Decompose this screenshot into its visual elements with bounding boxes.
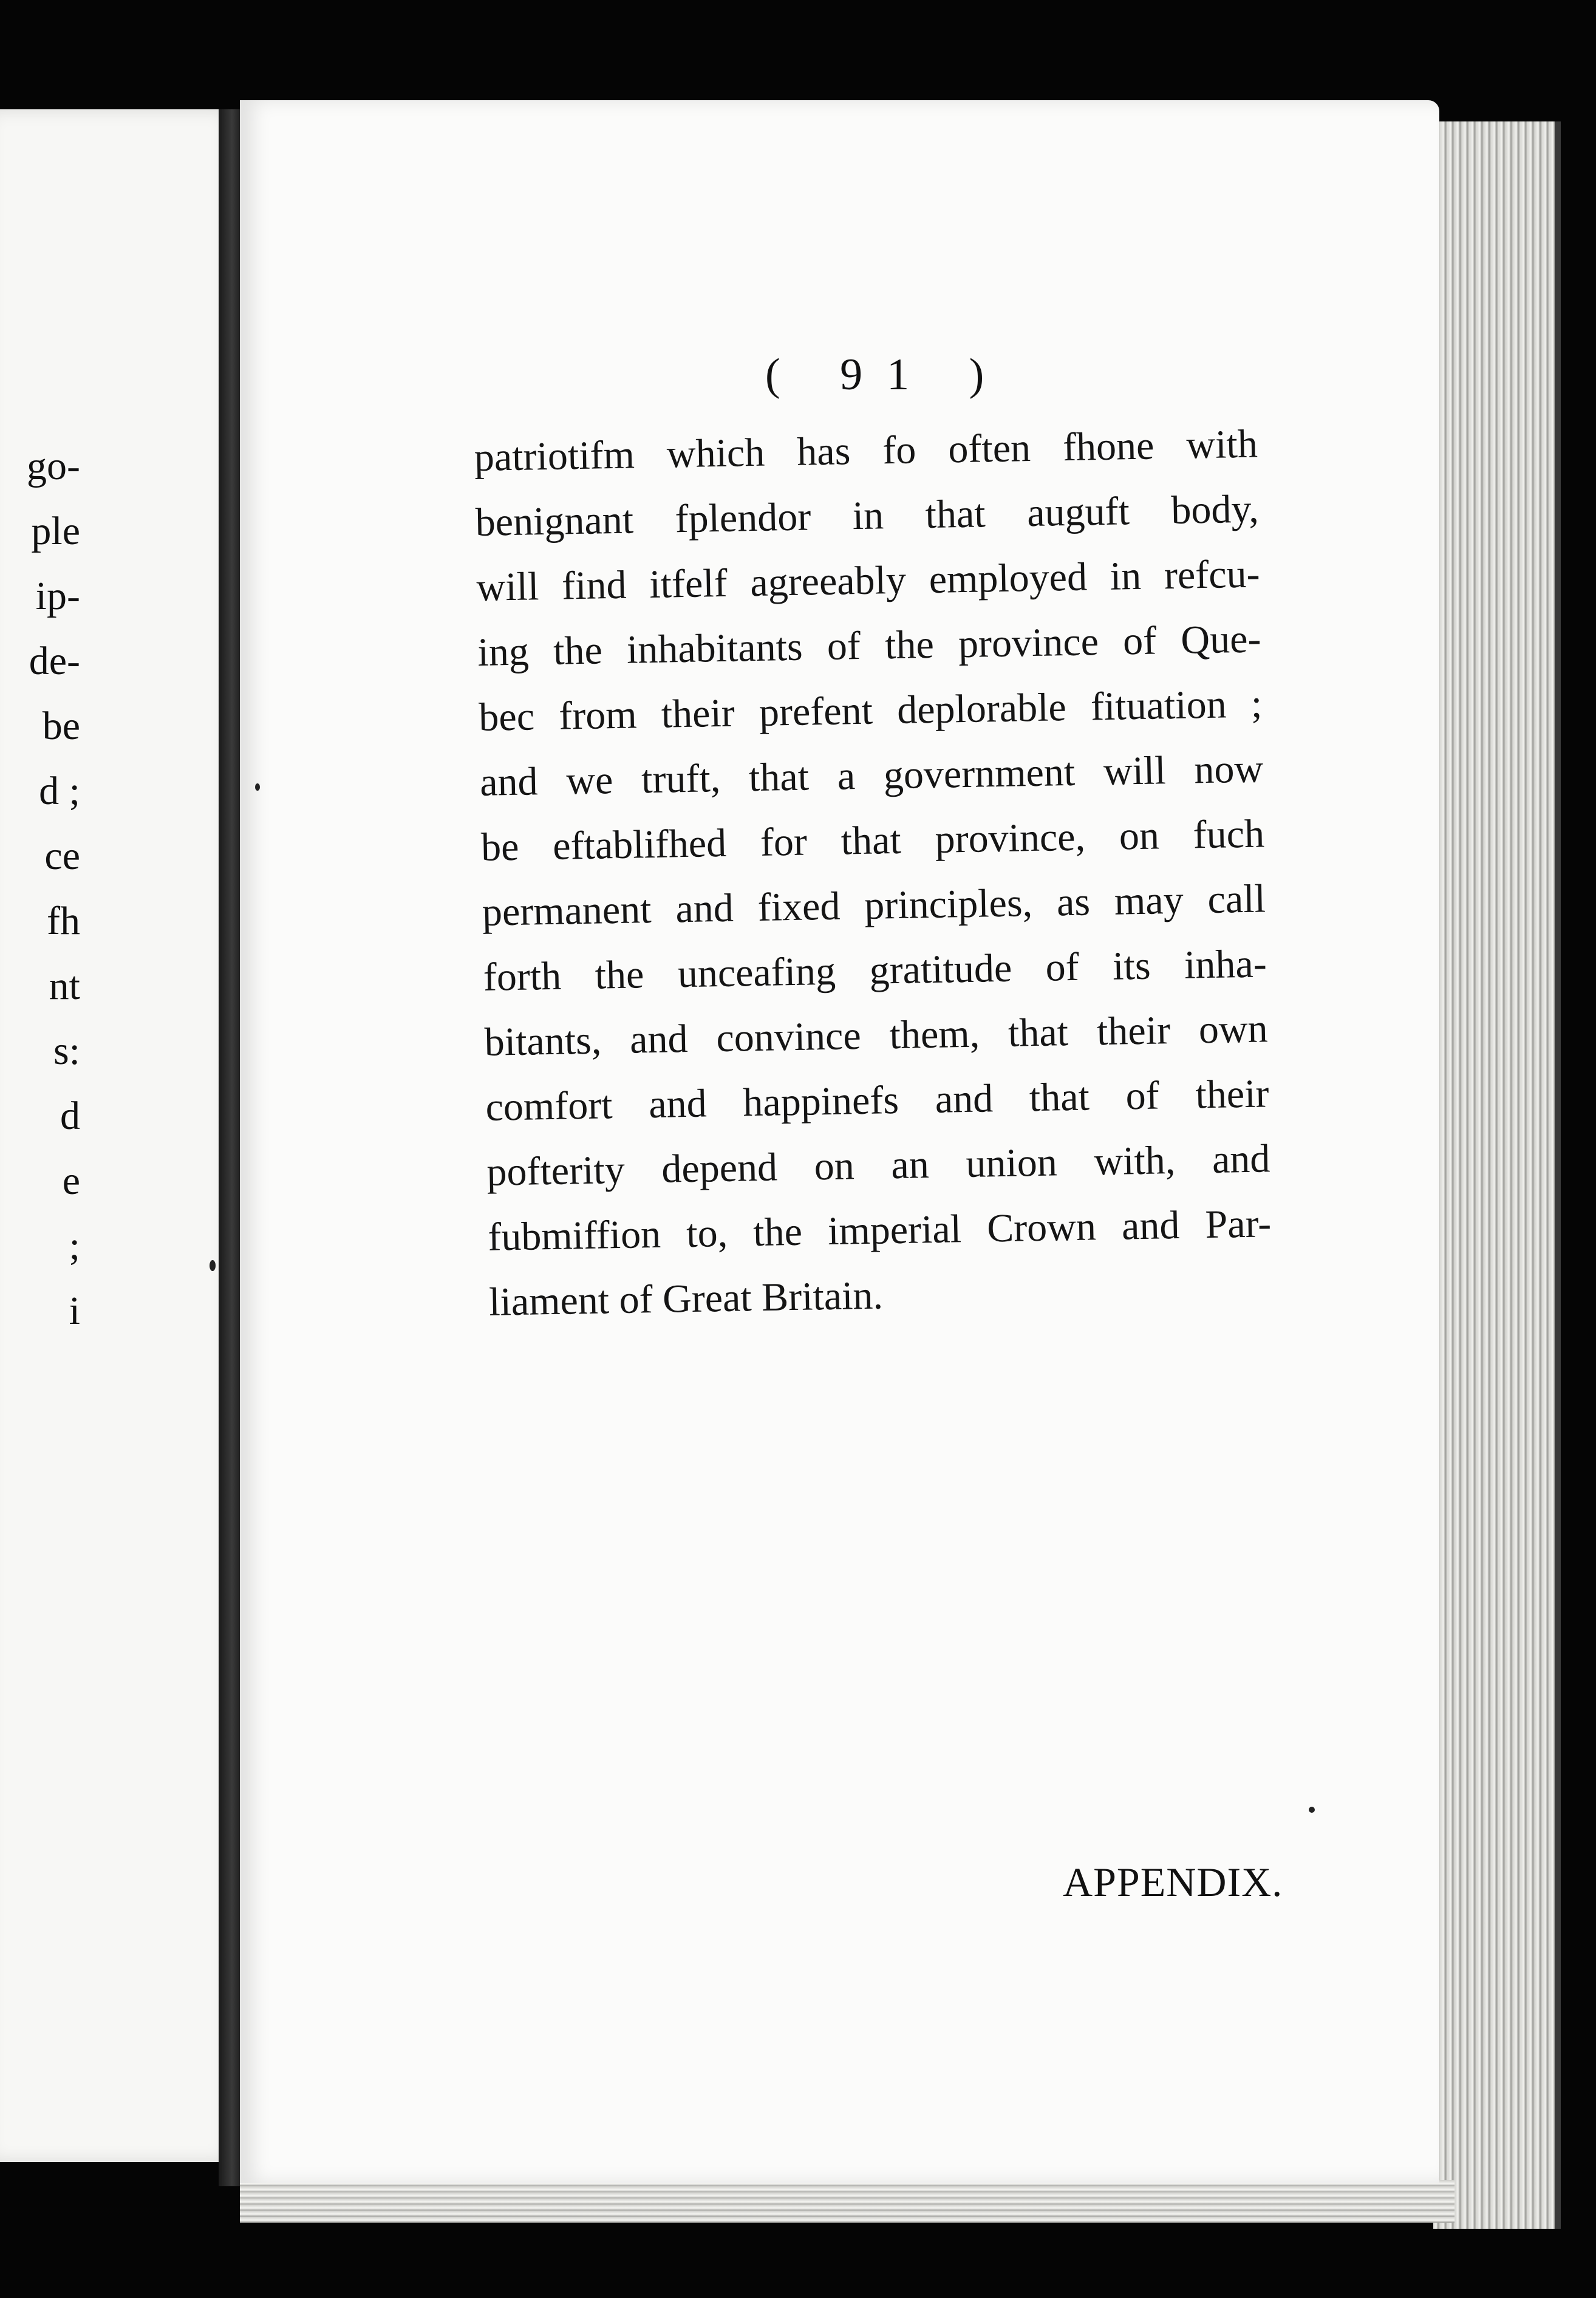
left-line-fragment: de-	[29, 639, 80, 683]
left-line-fragment: ce	[44, 834, 80, 878]
text-line: bec from their prefent deplorable fituation ;	[478, 681, 1263, 740]
left-line-fragment: i	[69, 1289, 80, 1333]
left-line-fragment: d	[60, 1094, 80, 1138]
left-line-fragment: s:	[53, 1029, 80, 1073]
text-line: liament of Great Britain.	[488, 1273, 884, 1325]
text-line: patriotifm which has fo often fhone with	[474, 421, 1258, 480]
catchword: APPENDIX.	[1063, 1859, 1283, 1905]
text-line: bitants, and convince them, that their own	[484, 1006, 1269, 1065]
ink-speck	[255, 783, 260, 791]
text-line: be eftablifhed for that province, on fuch	[480, 811, 1265, 870]
left-line-fragment: d ;	[39, 769, 80, 813]
body-text	[474, 411, 1273, 1334]
text-line: and we truft, that a government will now	[479, 746, 1264, 805]
left-line-fragment: ;	[69, 1224, 80, 1268]
left-line-fragment: nt	[49, 964, 80, 1008]
left-page	[0, 109, 244, 2162]
text-line: comfort and happinefs and that of their	[485, 1071, 1270, 1130]
text-line: fubmiffion to, the imperial Crown and Par-	[487, 1201, 1272, 1260]
ink-speck	[1309, 1807, 1315, 1813]
page-bottom-edge	[240, 2180, 1454, 2223]
text-line: forth the unceafing gratitude of its inha-	[483, 941, 1267, 1000]
text-line: permanent and fixed principles, as may call	[482, 876, 1266, 935]
left-line-fragment: ple	[31, 509, 80, 553]
left-line-fragment: ip-	[35, 574, 80, 618]
ink-speck	[210, 1260, 216, 1271]
left-line-fragment: e	[62, 1159, 80, 1203]
text-line: will find itfelf agreeably employed in refcu-	[476, 551, 1261, 610]
text-line: pofterity depend on an union with, and	[486, 1136, 1270, 1195]
left-line-fragment: fh	[47, 899, 80, 943]
page-fore-edge	[1433, 121, 1561, 2229]
left-line-fragment: be	[42, 704, 80, 748]
text-line: benignant fplendor in that auguft body,	[475, 486, 1260, 545]
page-number: ( 91 )	[765, 350, 1009, 400]
text-line: ing the inhabitants of the province of Que-	[477, 616, 1261, 675]
left-line-fragment: go-	[27, 444, 80, 488]
